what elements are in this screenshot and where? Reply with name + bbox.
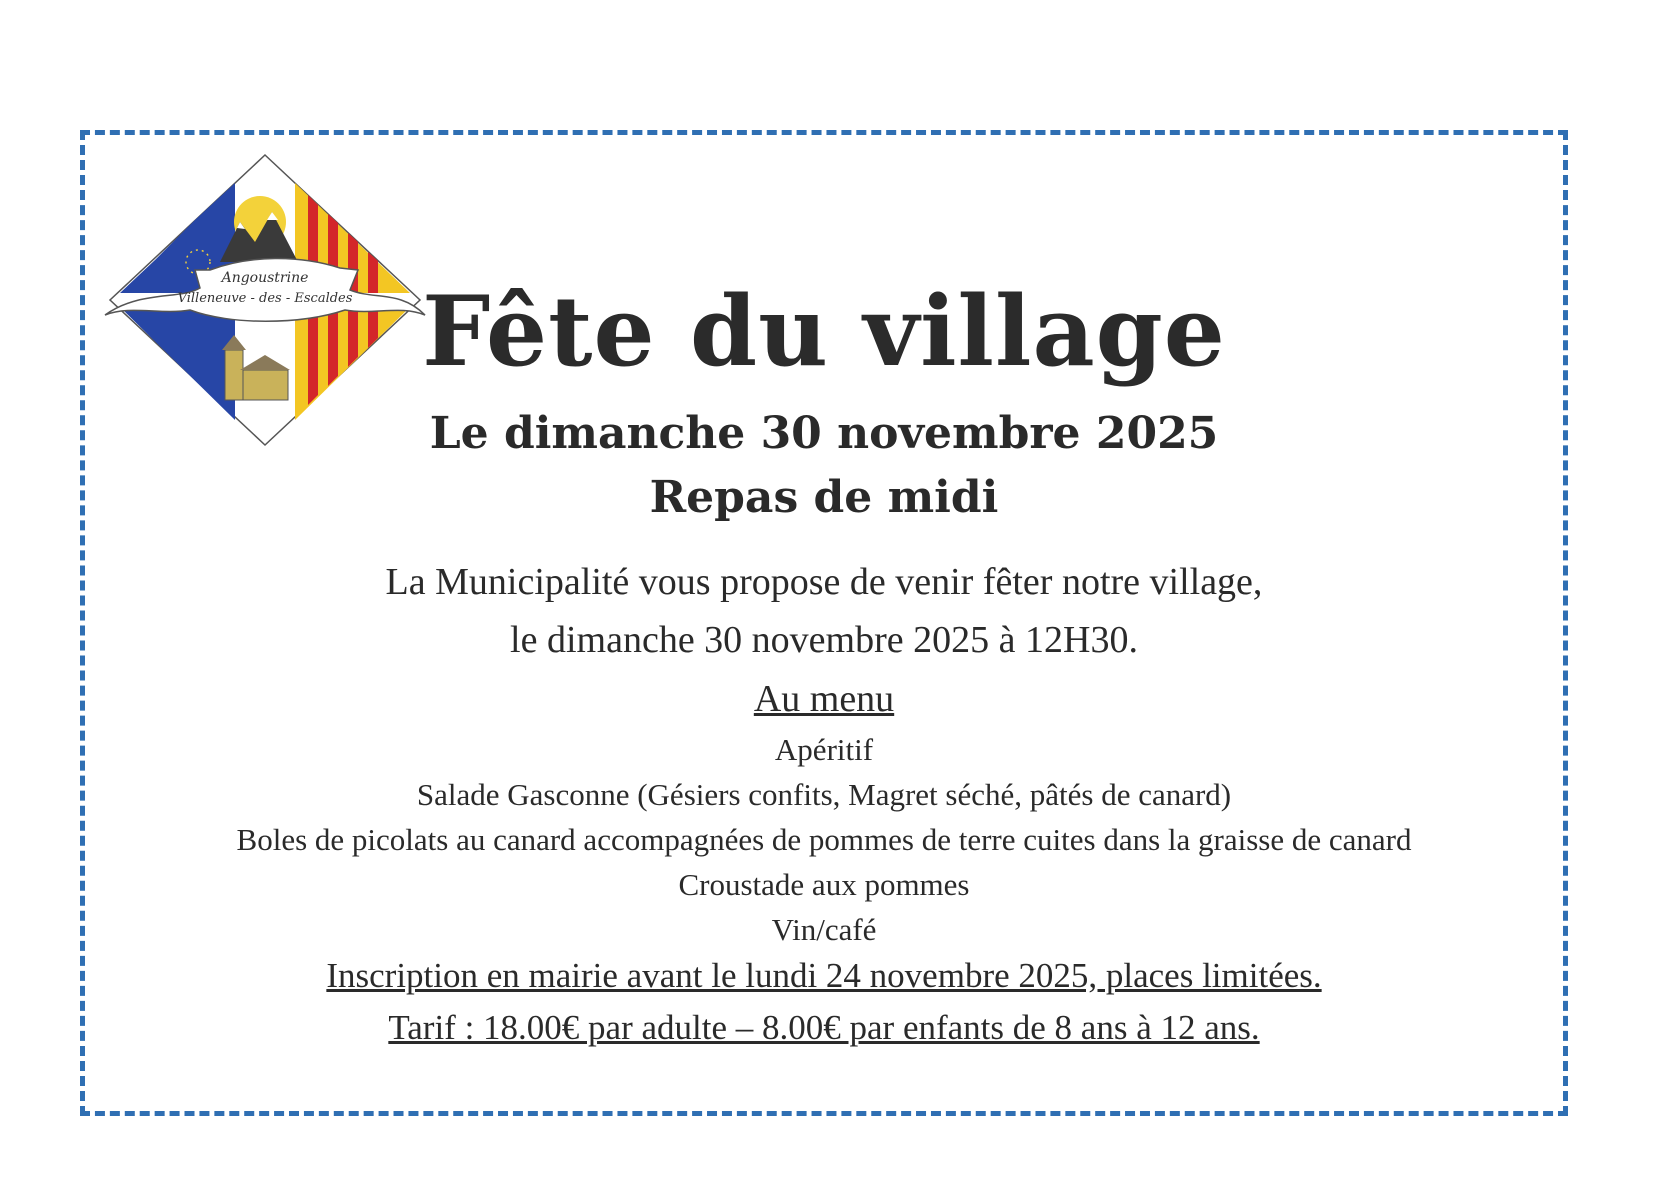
menu-item: Apéritif bbox=[774, 732, 874, 767]
banner-line-1: Angoustrine bbox=[221, 270, 309, 286]
event-date-heading: Le dimanche 30 novembre 2025 bbox=[429, 408, 1219, 459]
meal-heading: Repas de midi bbox=[649, 472, 999, 523]
menu-item: Boles de picolats au canard accompagnées de pommes de terre cuites dans la graisse de canard bbox=[236, 822, 1412, 857]
intro-text-line-2: le dimanche 30 novembre 2025 à 12H30. bbox=[510, 619, 1138, 661]
menu-heading: Au menu bbox=[753, 678, 895, 720]
registration-notice: Inscription en mairie avant le lundi 24 novembre 2025, places limitées. bbox=[326, 956, 1322, 995]
menu-item: Vin/café bbox=[771, 912, 877, 947]
menu-item: Croustade aux pommes bbox=[678, 867, 970, 902]
pricing-notice: Tarif : 18.00€ par adulte – 8.00€ par enfants de 8 ans à 12 ans. bbox=[388, 1008, 1260, 1047]
page-title: Fête du village bbox=[422, 275, 1226, 388]
intro-text-line-1: La Municipalité vous propose de venir fêter notre village, bbox=[385, 561, 1263, 603]
menu-item: Salade Gasconne (Gésiers confits, Magret séché, pâtés de canard) bbox=[416, 777, 1232, 812]
banner-line-2: Villeneuve - des - Escaldes bbox=[177, 291, 353, 306]
